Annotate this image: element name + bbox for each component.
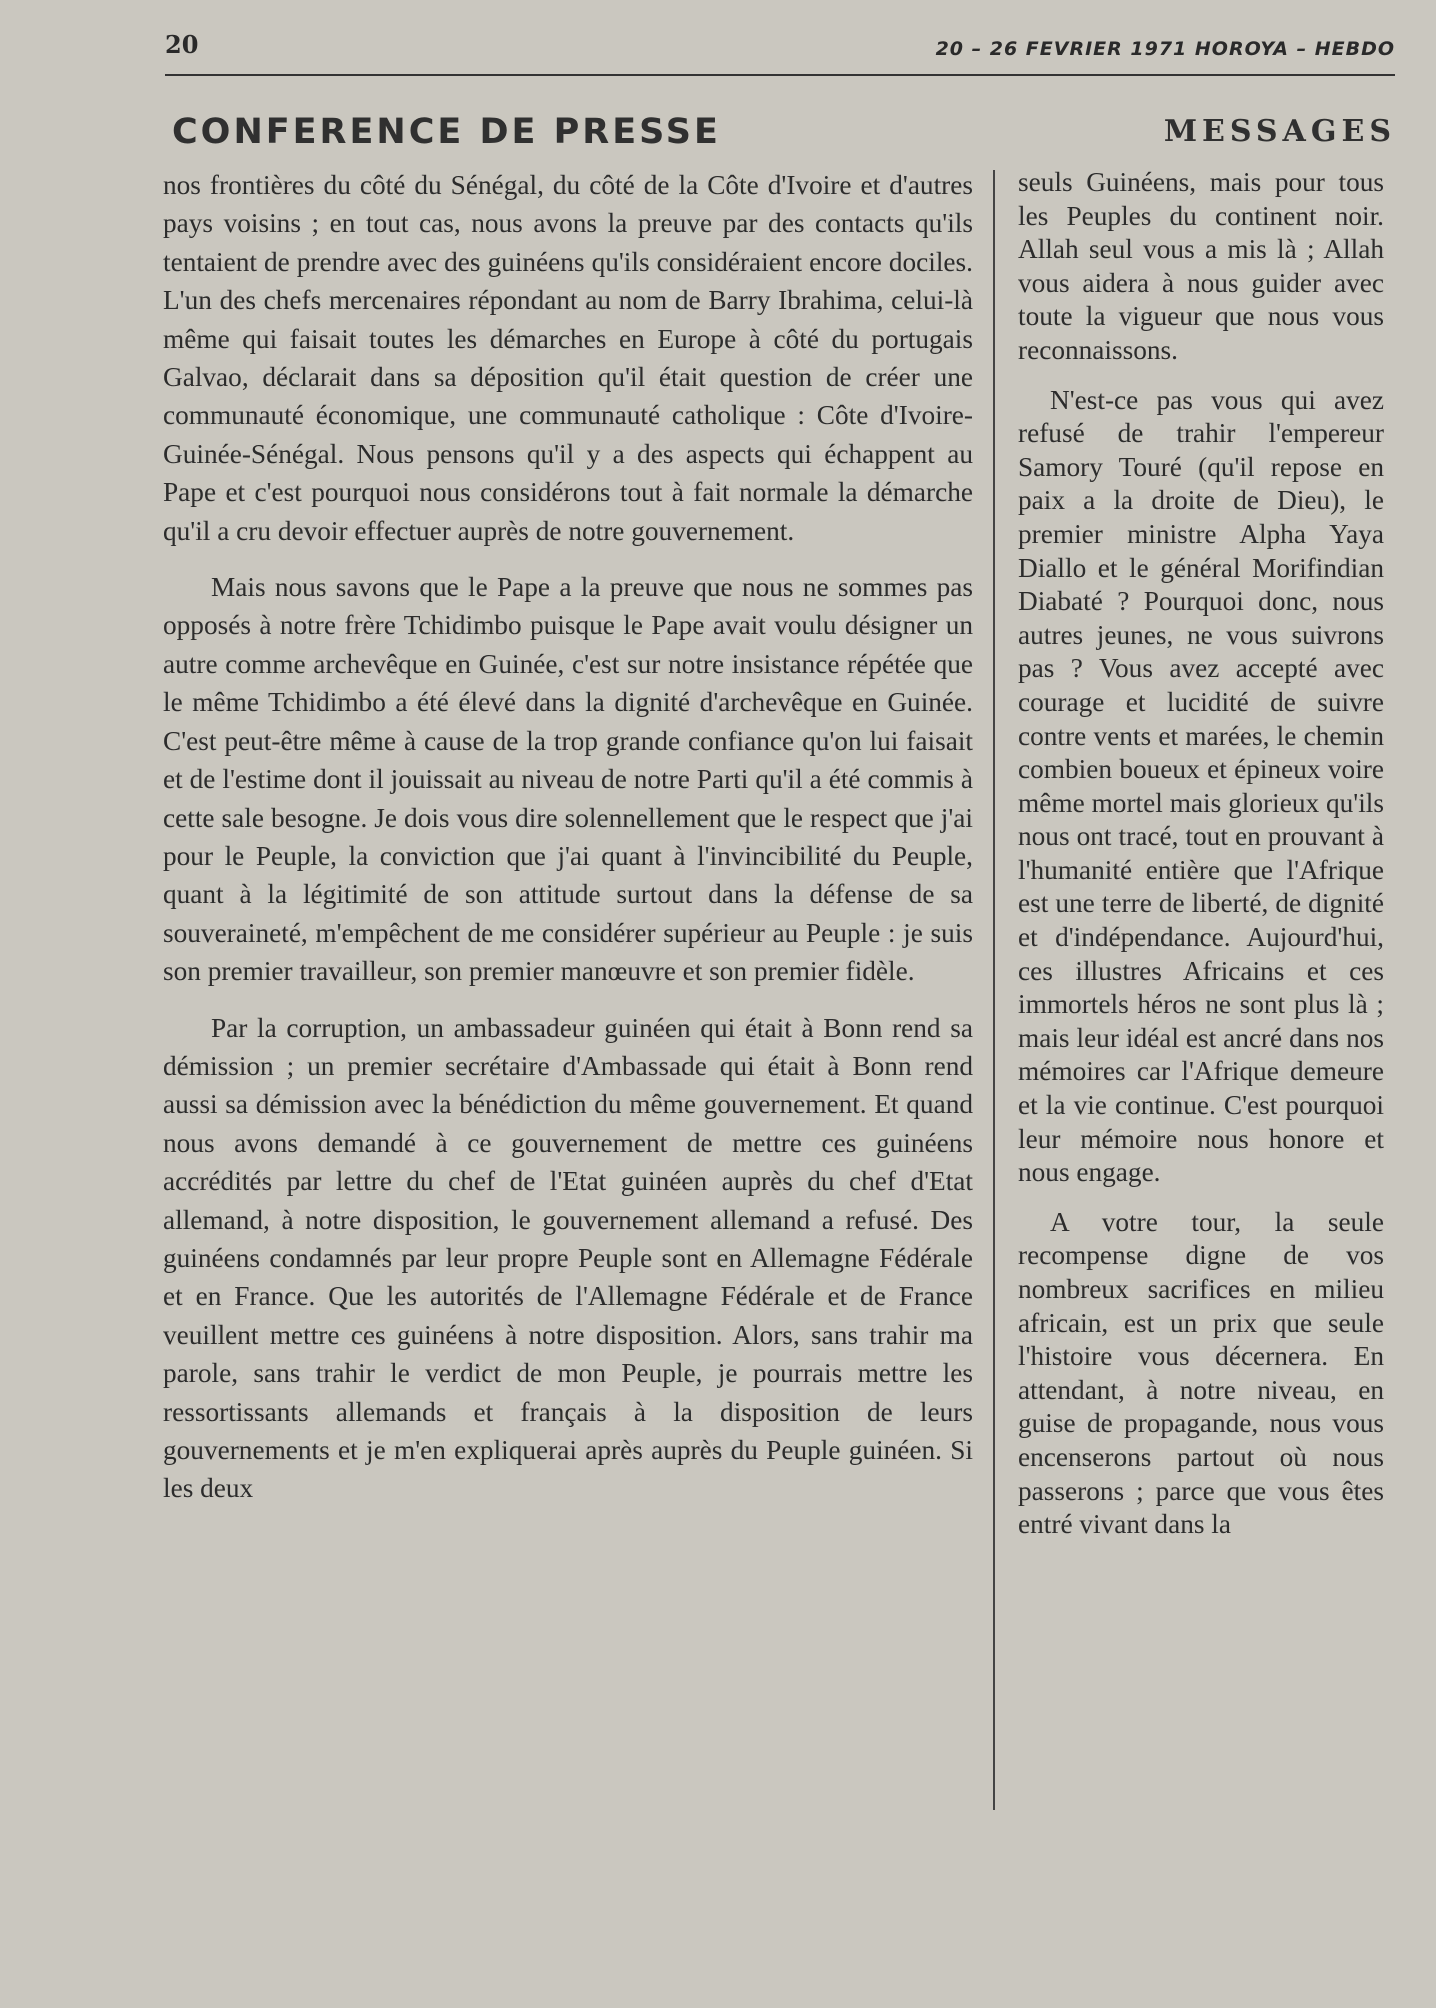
issue-info: 20 – 26 FEVRIER 1971 HOROYA – HEBDO [935, 38, 1395, 60]
left-paragraph-2: Mais nous savons que le Pape a la preuve que nous ne sommes pas opposés à notre frère Tchidimbo puisque le Pape avait voulu désigner un autre comme archevêque en Guinée, c'est sur notre insistance répétée que le même Tchidimbo a été élevé dans la dignité d'archevêque en Guinée. C'est peut-être même à cause de la trop grande confiance qu'on lui faisait et de l'estime dont il jouissait au niveau de notre Parti qu'il a été commis à cette sale besogne. Je dois vous dire solennellement que le respect que j'ai pour le Peuple, la conviction que j'ai quant à l'invincibilité du Peuple, quant à la légitimité de son attitude surtout dans la défense de sa souveraineté, m'empêchent de me considérer supérieur au Peuple : je suis son premier travailleur, son premier manœuvre et son premier fidèle. [163, 572, 973, 987]
header-rule [165, 74, 1395, 76]
right-paragraph-3: A votre tour, la seule recompense digne de vos nombreux sacrifices en milieu africain, est un prix que seule l'histoire vous décernera. En attendant, à notre niveau, en guise de propagande, nous vous encenserons partout où nous passerons ; parce que vous êtes entré vivant dans la [1018, 1206, 1384, 1540]
section-title-right: MESSAGES [1163, 114, 1396, 149]
right-paragraph-1: seuls Guinéens, mais pour tous les Peuples du continent noir. Allah seul vous a mis là ; Allah vous aidera à nous guider avec toute la vigueur que nous vous reconnaissons. [1018, 167, 1384, 365]
right-column [1018, 166, 1384, 1558]
section-title-left: CONFERENCE DE PRESSE [172, 112, 721, 152]
page-number: 20 [165, 30, 199, 59]
right-paragraph-2: N'est-ce pas vous qui avez refusé de trahir l'empereur Samory Touré (qu'il repose en paix a la droite de Dieu), le premier ministre Alpha Yaya Diallo et le général Morifindian Diabaté ? Pourquoi donc, nous autres jeunes, ne vous suivrons pas ? Vous avez accepté avec courage et lucidité de suivre contre vents et marées, le chemin combien boueux et épineux voire même mortel mais glorieux qu'ils nous ont tracé, tout en prouvant à l'humanité entière que l'Afrique est une terre de liberté, de dignité et d'indépendance. Aujourd'hui, ces illustres Africains et ces immortels héros ne sont plus là ; mais leur idéal est ancré dans nos mémoires car l'Afrique demeure et la vie continue. C'est pourquoi leur mémoire nous honore et nous engage. [1018, 384, 1384, 1188]
page-header [165, 22, 1395, 74]
left-column [163, 166, 973, 1526]
left-paragraph-1: nos frontières du côté du Sénégal, du côté de la Côte d'Ivoire et d'autres pays voisins ; en tout cas, nous avons la preuve par des contacts qu'ils tentaient de prendre avec des guinéens qu'ils considéraient encore dociles. L'un des chefs mercenaires répondant au nom de Barry Ibrahima, celui-là même qui faisait toutes les démarches en Europe à côté du portugais Galvao, déclarait dans sa déposition qu'il était question de créer une communauté économique, une communauté catholique : Côte d'Ivoire-Guinée-Sénégal. Nous pensons qu'il y a des aspects qui échappent au Pape et c'est pourquoi nous considérons tout à fait normale la démarche qu'il a cru devoir effectuer auprès de notre gouvernement. [163, 170, 973, 546]
left-paragraph-3: Par la corruption, un ambassadeur guinéen qui était à Bonn rend sa démission ; un premier secrétaire d'Ambassade qui était à Bonn rend aussi sa démission avec la bénédiction du même gouvernement. Et quand nous avons demandé à ce gouvernement de mettre ces guinéens accrédités par lettre du chef de l'Etat guinéen auprès du chef d'Etat allemand, à notre disposition, le gouvernement allemand a refusé. Des guinéens condamnés par leur propre Peuple sont en Allemagne Fédérale et en France. Que les autorités de l'Allemagne Fédérale et de France veuillent mettre ces guinéens à notre disposition. Alors, sans trahir ma parole, sans trahir le verdict de mon Peuple, je pourrais mettre les ressortissants allemands et français à la disposition de leurs gouvernements et je m'en expliquerai après auprès du Peuple guinéen. Si les deux [163, 1012, 973, 1504]
column-divider [993, 170, 995, 1810]
